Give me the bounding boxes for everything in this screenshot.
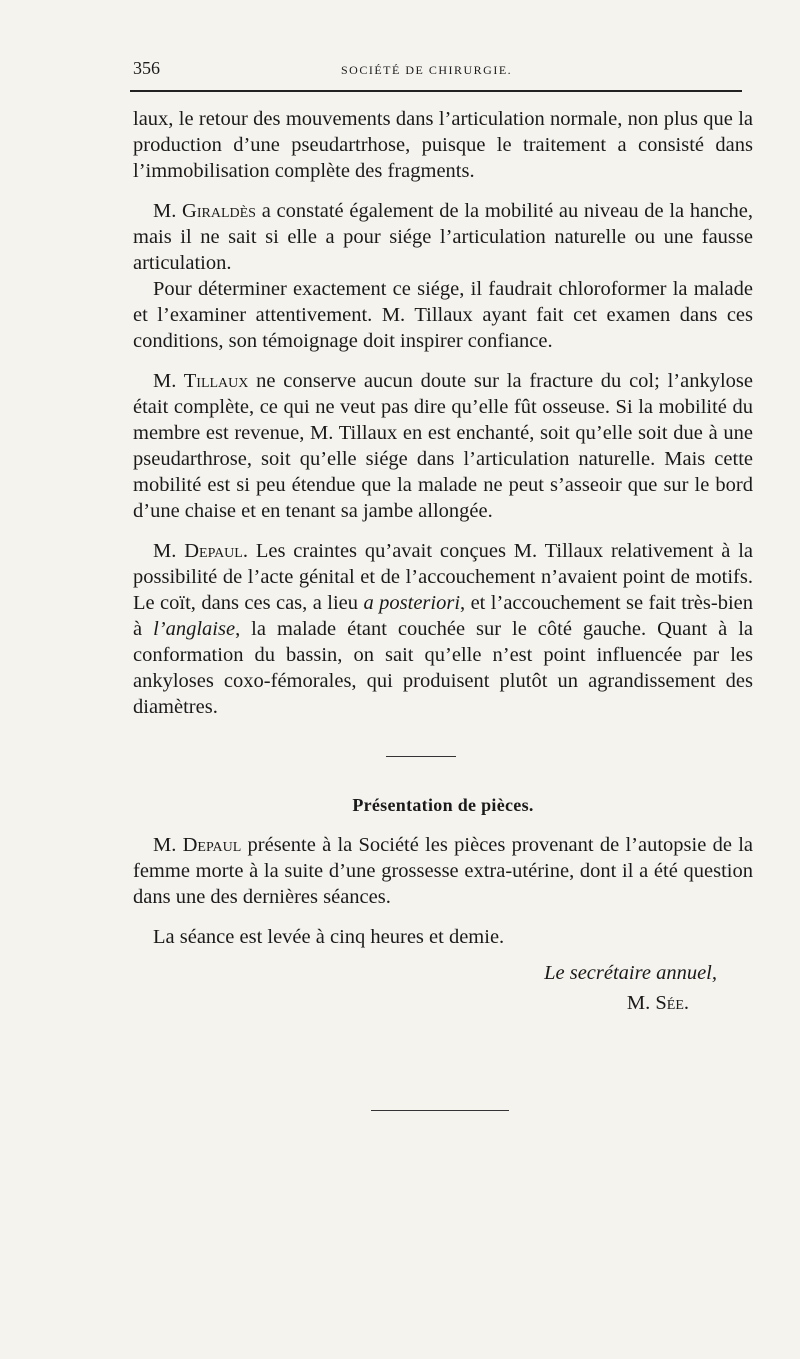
signature-name: M. Sée. bbox=[626, 992, 689, 1014]
page-body bbox=[133, 106, 753, 720]
end-rule bbox=[371, 1110, 509, 1111]
italic-term: a posteriori bbox=[363, 592, 461, 614]
speaker-name: M. Giraldès bbox=[153, 200, 256, 222]
section-heading: Présentation de pièces. bbox=[352, 795, 534, 815]
paragraph-closing: La séance est levée à cinq heures et demie. bbox=[153, 926, 505, 948]
paragraph-presentation: M. Depaul présente à la Société les pièces provenant de l’autopsie de la femme morte à la suite d’une grossesse extra-utérine, dont il a été question dans une des dernières séances. bbox=[133, 834, 753, 908]
book-page bbox=[133, 58, 753, 1111]
speaker-name: M. Tillaux bbox=[153, 370, 249, 392]
section-body bbox=[133, 832, 753, 950]
speaker-name: M. Depaul bbox=[153, 834, 242, 856]
paragraph-determination: Pour déterminer exactement ce siége, il faudrait chloroformer la malade et l’examiner attentivement. M. Tillaux ayant fait cet examen dans ces conditions, son témoignage doit inspirer confiance. bbox=[133, 278, 753, 352]
journal-title: SOCIÉTÉ DE CHIRURGIE. bbox=[341, 63, 513, 77]
running-head bbox=[133, 58, 753, 80]
signature-title: Le secrétaire annuel, bbox=[544, 962, 717, 984]
italic-term: l’anglaise bbox=[153, 618, 236, 640]
section-divider bbox=[386, 756, 456, 757]
paragraph-tillaux: M. Tillaux ne conserve aucun doute sur la fracture du col; l’ankylose était complète, ce qui ne veut pas dire qu’elle fût osseuse. Si la mobilité du membre est revenue, M. Tillaux en est enchanté, soit qu’elle soit due à une pseudarthrose, soit qu’elle siége dans l’articulation naturelle. Mais cette mobilité est si peu étendue que la malade ne peut s’asseoir que sur le bord d’une chaise et en tenant sa jambe allongée. bbox=[133, 370, 753, 522]
paragraph-depaul: M. Depaul. Les craintes qu’avait conçues M. Tillaux relativement à la possibilité de l’acte génital et de l’accouchement n’avaient point de motifs. Le coït, dans ces cas, a lieu a posteriori, et l’accouchement se fait très-bien à l’anglaise, la malade étant couchée sur le côté gauche. Quant à la conformation du bassin, on sait qu’elle n’est point influencée par les ankyloses coxo-fémorales, qui produisent plutôt un agrandissement des diamètres. bbox=[133, 540, 754, 718]
paragraph-continuation: laux, le retour des mouvements dans l’articulation normale, non plus que la production d’une pseudartrhose, puisque le traitement a consisté dans l’immobilisation complète des fragments. bbox=[133, 108, 753, 182]
paragraph-giraldes: M. Giraldès a constaté également de la mobilité au niveau de la hanche, mais il ne sait si elle a pour siége l’articulation naturelle ou une fausse articulation. bbox=[133, 200, 753, 274]
speaker-name: M. Depaul. bbox=[153, 540, 248, 562]
header-rule bbox=[130, 90, 742, 92]
page-number: 356 bbox=[133, 58, 160, 78]
